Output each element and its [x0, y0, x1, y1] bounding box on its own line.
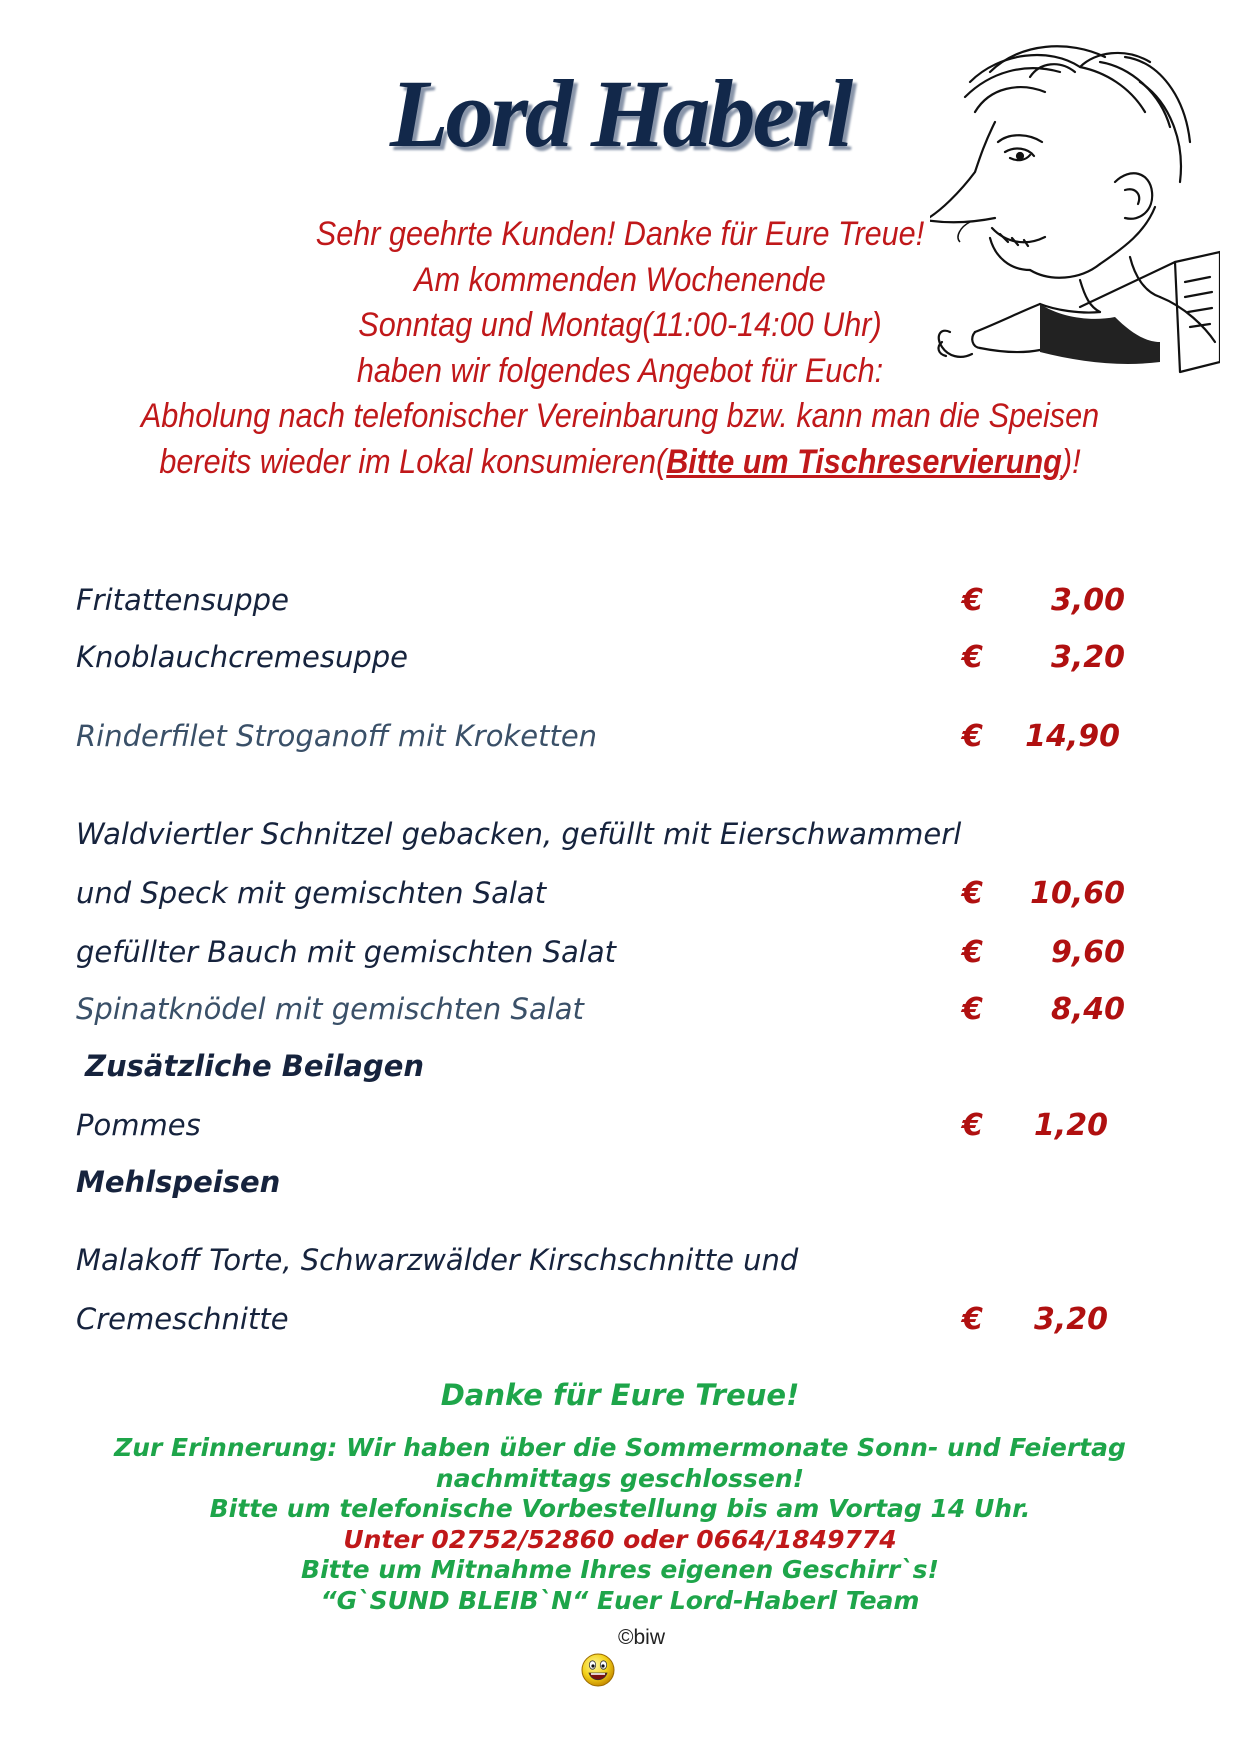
footer-line-3: Bitte um telefonische Vorbestellung bis am Vortag 14 Uhr.: [209, 1494, 1031, 1523]
menu-item-name: Spinatknödel mit gemischten Salat: [76, 992, 584, 1026]
intro-line-1: Sehr geehrte Kunden! Danke für Eure Treue!: [315, 215, 925, 253]
footer-notice: [0, 1433, 1240, 1616]
menu-item-name: Knoblauchcremesuppe: [76, 640, 409, 674]
menu-item-price: 1,20: [1033, 1108, 1108, 1143]
menu-item-price: 9,60: [1050, 935, 1125, 970]
intro-line-6: [116, 440, 1124, 486]
intro-line-5: Abholung nach telefonischer Vereinbarung bzw. kann man die Speisen: [140, 397, 1100, 435]
menu-item-price: 3,20: [1050, 640, 1125, 675]
page-title: Lord Haberl: [389, 60, 851, 167]
intro-text: [116, 212, 1124, 485]
currency-symbol: €: [962, 640, 983, 675]
menu-item-price: 10,60: [1030, 876, 1125, 911]
currency-symbol: €: [962, 935, 983, 970]
menu-item-price: 14,90: [1025, 719, 1120, 754]
table-reservation-note: Bitte um Tischreservierung: [666, 442, 1062, 481]
footer-line-1: Zur Erinnerung: Wir haben über die Sommermonate Sonn- und Feiertag: [114, 1433, 1126, 1462]
menu-item-name: gefüllter Bauch mit gemischten Salat: [76, 935, 616, 969]
menu-item-price: 8,40: [1050, 992, 1125, 1027]
intro-line-6-pre: bereits wieder im Lokal konsumieren(: [159, 442, 667, 481]
intro-line-6-post: )!: [1061, 442, 1081, 481]
currency-symbol: €: [962, 1302, 983, 1337]
section-heading: Zusätzliche Beilagen: [85, 1049, 425, 1083]
section-heading: Mehlspeisen: [76, 1165, 281, 1199]
menu-item-name: Pommes: [76, 1108, 201, 1142]
smiley-icon: [580, 1652, 616, 1688]
menu-item-name: Malakoff Torte, Schwarzwälder Kirschschnitte und: [76, 1243, 799, 1277]
menu-item-price: 3,20: [1033, 1302, 1108, 1337]
phone-numbers: Unter 02752/52860 oder 0664/1849774: [343, 1524, 897, 1554]
menu-item-name: Fritattensuppe: [76, 583, 289, 617]
currency-symbol: €: [962, 583, 983, 618]
thanks-text: Danke für Eure Treue!: [440, 1378, 800, 1412]
footer-line-6: “G`SUND BLEIB`N“ Euer Lord-Haberl Team: [320, 1585, 920, 1615]
currency-symbol: €: [962, 719, 983, 754]
intro-line-2: Am kommenden Wochenende: [414, 260, 826, 299]
footer-line-5: Bitte um Mitnahme Ihres eigenen Geschirr`s!: [301, 1555, 939, 1584]
copyright-text: ©biw: [618, 1626, 665, 1649]
currency-symbol: €: [962, 1108, 983, 1143]
menu-item-name: und Speck mit gemischten Salat: [76, 876, 547, 910]
menu-item-name: Cremeschnitte: [76, 1302, 289, 1336]
menu-item-name: Rinderfilet Stroganoff mit Kroketten: [76, 719, 598, 753]
currency-symbol: €: [962, 876, 983, 911]
intro-line-3: Sonntag und Montag(11:00-14:00 Uhr): [358, 306, 882, 344]
intro-line-4: haben wir folgendes Angebot für Euch:: [356, 351, 884, 390]
menu-item-price: 3,00: [1050, 583, 1125, 618]
footer-line-2: nachmittags geschlossen!: [435, 1463, 805, 1493]
currency-symbol: €: [962, 992, 983, 1027]
menu-item-name: Waldviertler Schnitzel gebacken, gefüllt mit Eierschwammerl: [76, 817, 962, 851]
